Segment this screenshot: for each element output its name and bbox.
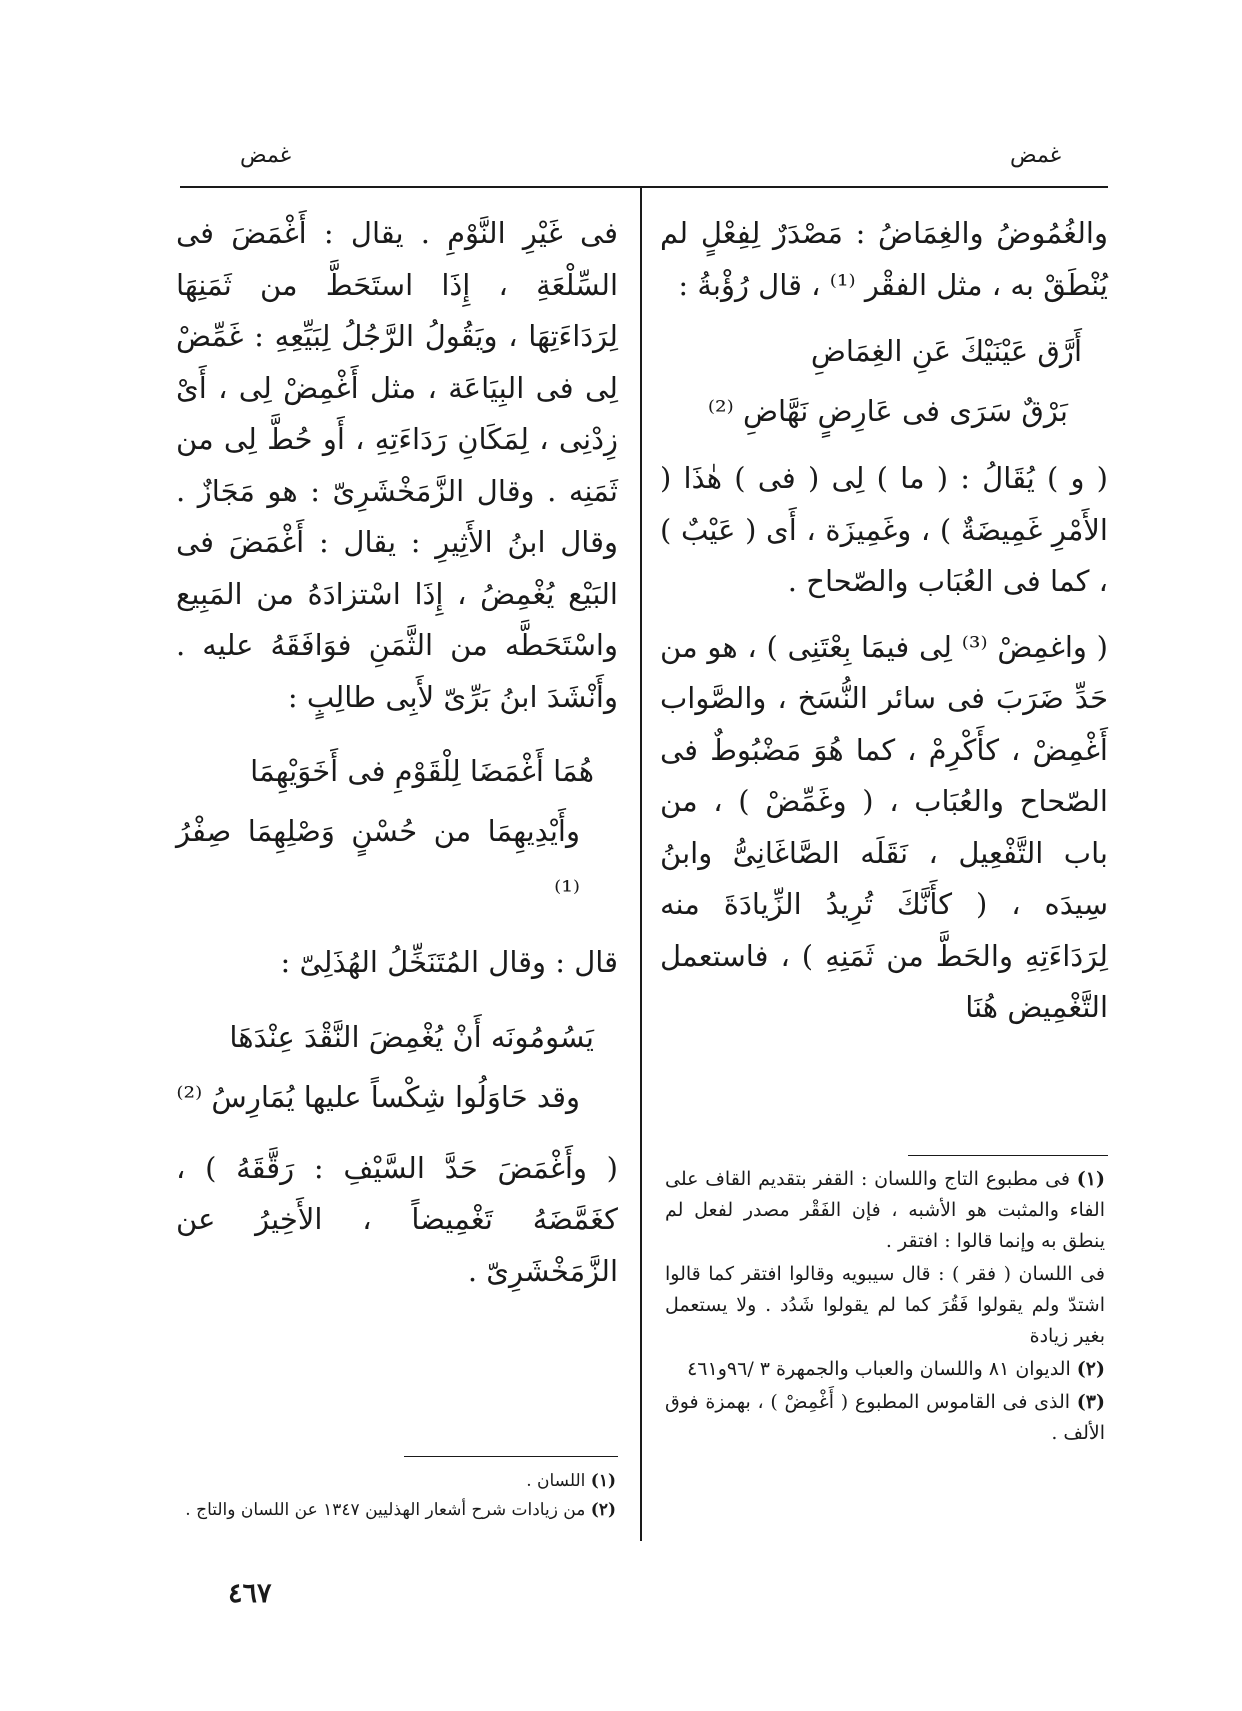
right-footnote-1-number: (١) — [1076, 1168, 1105, 1190]
right-column — [660, 208, 1108, 1034]
left-footnote-2-text: من زيادات شرح أشعار الهذليين ١٣٤٧ عن اللسان والتاج . — [185, 1500, 586, 1520]
left-footnote-2-number: (٢) — [590, 1500, 616, 1520]
right-verse-line-2: بَرْقٌ سَرَى فى عَارِضٍ نَهَّاضِ ⁽²⁾ — [707, 394, 1068, 428]
left-paragraph-3: ( وأَغْمَضَ حَدَّ السَّيْفِ : رَقَّقَهُ ) ، كغَمَّضَهُ تَغْمِيضاً ، الأَخِيرُ عن الزَّمَخْشَرِىّ . — [176, 1150, 618, 1288]
left-paragraph-2: قال : وقال المُتَنَخِّلُ الهُذَلِىّ : — [280, 945, 618, 979]
right-footnote-1-text: فى مطبوع التاج واللسان : القفر بتقديم القاف على الفاء والمثبت هو الأشبه ، فإن الفَقْر مصدر لفعل لم ينطق به وإنما قالوا : افتقر . — [665, 1168, 1105, 1252]
left-verse-1-line-2: وأَيْدِيهِمَا من حُسْنٍ وَصْلِهِمَا صِفْرُ ⁽¹⁾ — [176, 814, 580, 908]
left-footnotes — [176, 1468, 616, 1526]
left-footnote-2 — [176, 1497, 616, 1524]
right-verse — [660, 321, 1108, 441]
page-number: ٤٦٧ — [228, 1578, 272, 1609]
left-paragraph-1: فى غَيْرِ النَّوْمِ . يقال : أَغْمَضَ فى السِّلْعَةِ ، إِذَا استَحَطَّ من ثَمَنِهَا لِرَدَاءَتِهَا ، ويَقُولُ الرَّجُلُ لِبَيِّعِهِ : غَمِّضْ لِى فى البِيَاعَة ، مثل أَغْمِضْ لِى ، أَىْ زِدْنِى ، لِمَكَانِ رَدَاءَتِهِ ، أَو حُطَّ لِى من ثَمَنِه . وقال الزَّمَخْشَرِىّ : هو مَجَازٌ . وقال ابنُ الأَثِيرِ : يقال : أَغْمَضَ فى البَيْع يُغْمِضُ ، إِذَا اسْتزادَهُ من المَبِيع واسْتَحَطَّه من الثَّمَنِ فوَافَقَهُ عليه . وأَنْشَدَ ابنُ بَرِّىّ لأَبِى طالِبٍ : — [176, 216, 618, 714]
left-column — [176, 208, 618, 1297]
header-rule — [180, 186, 1108, 188]
left-footnote-1-number: (١) — [590, 1471, 616, 1491]
left-footnote-1-text: اللسان . — [526, 1471, 586, 1491]
right-footnote-3 — [665, 1387, 1105, 1449]
right-footnote-1 — [665, 1164, 1105, 1257]
left-verse-2 — [176, 1007, 618, 1127]
right-paragraph-2: ( و ) يُقَالُ : ( ما ) لِى ( فى ) هٰذَا ( الأَمْرِ غَمِيضَةٌ ) ، وغَمِيزَة ، أَى ( عَيْبٌ ) ، كما فى العُبَاب والصّحاح . — [660, 461, 1108, 598]
right-footnote-2-number: (٢) — [1076, 1358, 1105, 1380]
left-verse-2-line-1: يَسُومُونَه أَنْ يُغْمِضَ النَّقْدَ عِنْدَهَا — [229, 1019, 594, 1054]
right-footnote-rule — [908, 1155, 1108, 1156]
right-verse-line-1: أَرَّق عَيْنَيْكَ عَنِ الغِمَاضِ — [810, 334, 1082, 368]
left-footnote-rule — [404, 1456, 618, 1457]
right-footnote-3-text: الذى فى القاموس المطبوع ( أَغْمِضْ ) ، بهمزة فوق الألف . — [665, 1391, 1105, 1444]
left-verse-1 — [176, 741, 618, 921]
right-footnote-1-continued: فى اللسان ( فقر ) : قال سيبويه وقالوا افتقر كما قالوا اشتدّ ولم يقولوا فَقُرَ كما لم يقولوا شَدُد . ولا يستعمل بغير زيادة — [665, 1263, 1105, 1347]
right-footnote-2 — [665, 1354, 1105, 1385]
right-paragraph-3: ( واغمِضْ ⁽³⁾ لِى فيمَا بِعْتَنِى ) ، هو من حَدِّ ضَرَبَ فى سائر النُّسَخ ، والصَّواب أَغْمِضْ ، كأَكْرِمْ ، كما هُوَ مَضْبُوطٌ فى الصّحاح والعُبَاب ، ( وغَمِّضْ ) ، من باب التَّفْعِيل ، نَقَلَه الصَّاغَانِىُّ وابنُ سِيدَه ، ( كأَنَّكَ تُرِيدُ الزِّيادَةَ منه لِرَدَاءَتِهِ والحَطَّ من ثَمَنِهِ ) ، فاستعمل التَّغْمِيض هُنَا — [660, 629, 1108, 1024]
left-verse-1-line-1: هُمَا أَغْمَضَا لِلْقَوْمِ فى أَخَوَيْهِمَا — [250, 754, 594, 788]
left-footnote-1 — [176, 1468, 616, 1495]
left-verse-2-line-2: وقد حَاوَلُوا شِكْساً عليها يُمَارِسُ ⁽²⁾ — [176, 1079, 580, 1114]
header-keyword-left: غمض — [240, 143, 292, 168]
right-footnote-2-text: الديوان ٨١ واللسان والعباب والجمهرة ٣ /٩٦و٤٦١ — [687, 1358, 1071, 1380]
right-paragraph-1: والغُمُوضُ والغِمَاضُ : مَصْدَرٌ لِفِعْلٍ لم يُنْطَقْ به ، مثل الفقْر ⁽¹⁾ ، قال رُؤْبةُ : — [660, 216, 1108, 302]
right-footnotes — [665, 1164, 1105, 1451]
header-keyword-right: غمض — [1010, 143, 1062, 168]
column-divider — [640, 186, 642, 1541]
right-footnote-3-number: (٣) — [1076, 1391, 1105, 1413]
